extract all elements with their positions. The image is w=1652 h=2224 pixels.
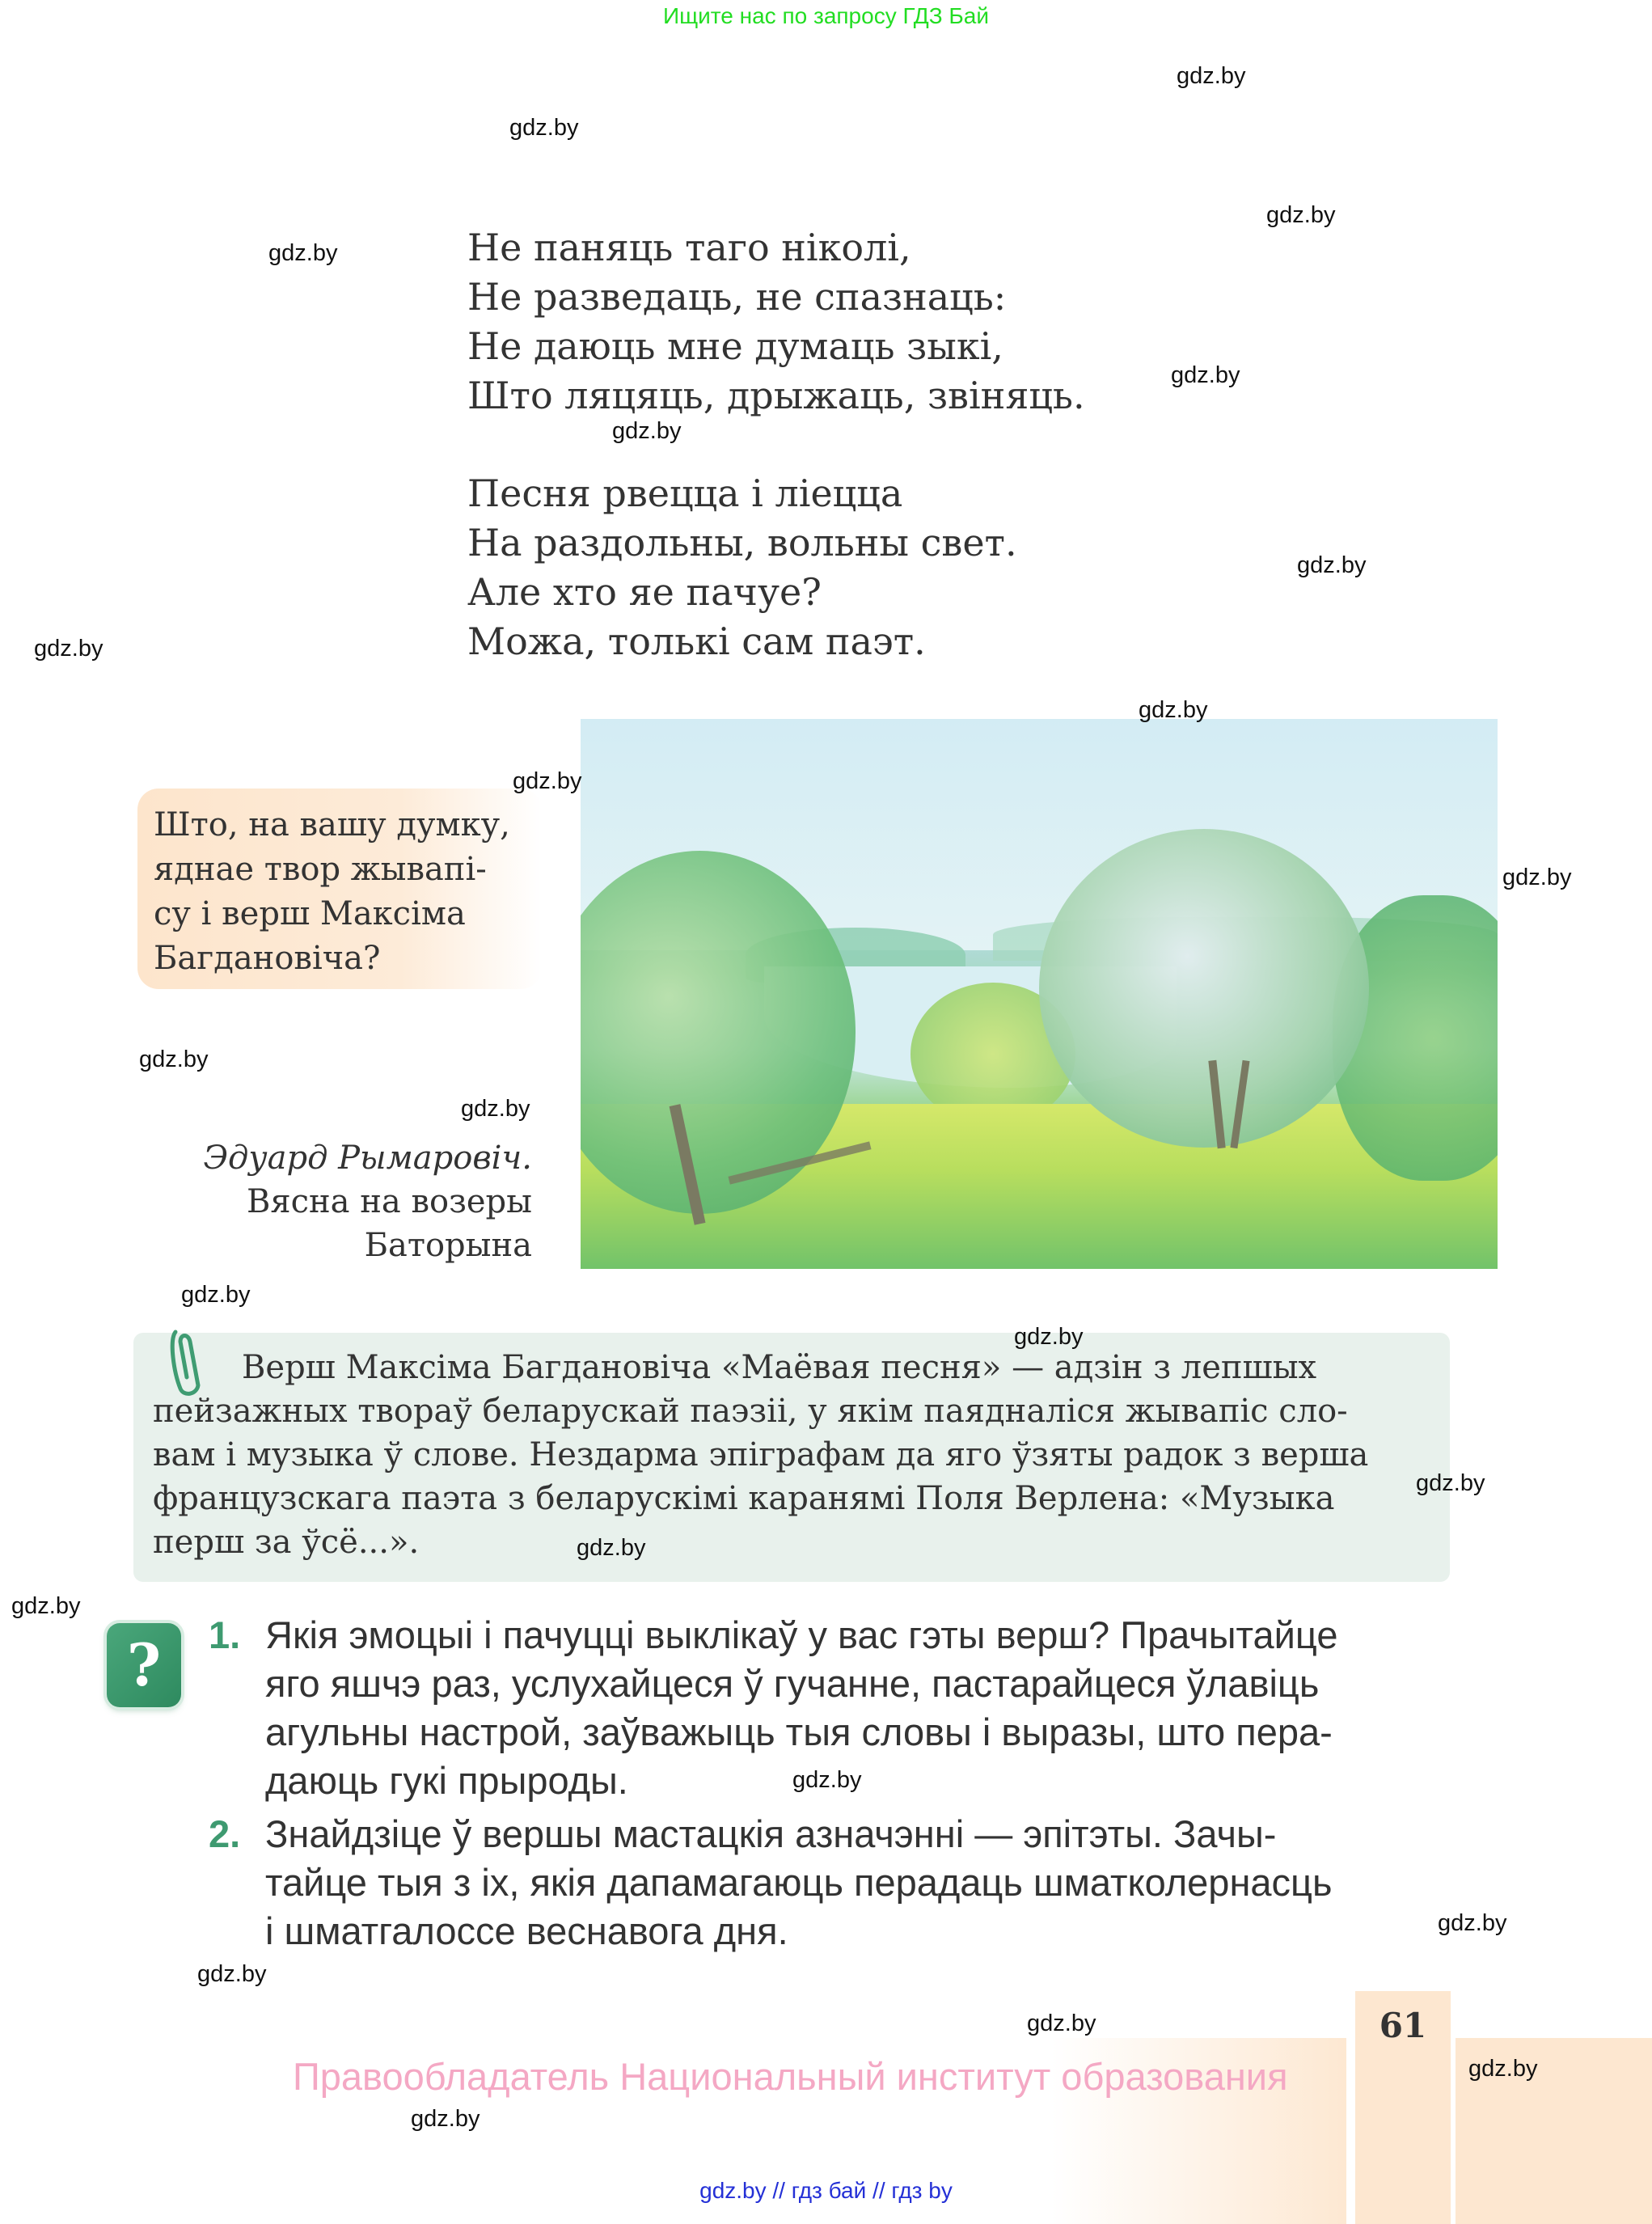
task-line: тайце тыя з іх, якія дапамагаюць перадаць шматколернасць [265,1861,1333,1904]
discussion-question-text [154,803,534,981]
top-search-banner: Ищите нас по запросу ГДЗ Бай [662,3,990,28]
watermark-text: gdz.by [411,2106,480,2132]
callout-line: су і верш Максіма [154,895,466,932]
watermark-text: gdz.by [792,1767,862,1793]
copyright-notice: Правообладатель Национальный институт образования [293,2055,1288,2098]
poem-line: Песня рвецца і ліецца [467,471,903,515]
task-item [209,1810,1446,1956]
watermark-text: gdz.by [11,1593,81,1619]
discussion-question-callout [137,789,542,989]
watermark-text: gdz.by [1139,697,1208,723]
watermark-text: gdz.by [268,240,338,266]
watermark-text: gdz.by [139,1046,209,1072]
task-line: даюць гукі прыроды. [265,1759,628,1802]
watermark-text: gdz.by [577,1535,646,1561]
watermark-text: gdz.by [1438,1910,1507,1936]
callout-line: Багдановіча? [154,940,381,977]
info-line: Верш Максіма Багдановіча «Маёвая песня» — адзін з лепшых [242,1349,1317,1386]
watermark-text: gdz.by [1014,1324,1084,1350]
watermark-text: gdz.by [1502,865,1572,890]
callout-line: яднае твор жывапі- [154,851,487,888]
watermark-text: gdz.by [509,115,579,141]
watermark-text: gdz.by [197,1961,267,1987]
landscape-painting [581,719,1498,1269]
watermark-text: gdz.by [513,768,582,794]
painting-title-line: Баторына [364,1227,532,1264]
watermark-text: gdz.by [1171,362,1240,388]
watermark-text: gdz.by [461,1096,530,1122]
poem-line: Не разведаць, не спазнаць: [467,275,1007,319]
poem-stanza-1 [467,223,1085,421]
task-line: Знайдзіце ў вершы мастацкія азначэнні — эпітэты. Зачы- [265,1812,1277,1855]
task-line: Якія эмоцыі і пачуцці выклікаў у вас гэты верш? Прачытайце [265,1613,1338,1656]
poem-line: Можа, толькі сам паэт. [467,619,926,663]
poem-line: Што ляцяць, дрыжаць, звіняць. [467,374,1085,417]
painting-blossom-tree [1039,829,1369,1148]
paperclip-icon [166,1324,208,1398]
poem-stanza-2 [467,469,1017,666]
info-line: пейзажных твораў беларускай паэзіі, у якім паядналіся жывапіс сло- [153,1393,1348,1430]
task-number: 1. [209,1613,241,1656]
watermark-text: gdz.by [612,418,682,444]
watermark-text: gdz.by [1266,202,1336,228]
poem-line: Не даюць мне думаць зыкі, [467,324,1003,368]
info-line: французскага паэта з беларускімі каранямі Поля Верлена: «Музыка [153,1480,1335,1517]
task-number: 2. [209,1812,241,1855]
info-line: вам і музыка ў слове. Нездарма эпіграфам да яго ўзяты радок з верша [153,1436,1369,1474]
watermark-text: gdz.by [34,636,104,662]
page-number: 61 [1379,2006,1427,2045]
watermark-text: gdz.by [1027,2010,1096,2036]
bottom-site-links[interactable]: gdz.by // гдз бай // гдз by [699,2178,953,2203]
watermark-text: gdz.by [1468,2056,1538,2082]
callout-line: Што, на вашу думку, [154,806,510,844]
info-note-box [133,1333,1450,1582]
poem-line: Не паняць таго ніколі, [467,226,911,269]
painting-author: Эдуард Рымаровіч. [203,1139,532,1177]
painting-title-line: Вясна на возеры [246,1183,532,1220]
poem-line: Але хто яе пачуе? [467,570,822,614]
watermark-text: gdz.by [1416,1470,1485,1496]
watermark-text: gdz.by [1177,63,1246,89]
poem-line: На раздольны, вольны свет. [467,521,1017,564]
task-line: і шматгалоссе веснавога дня. [265,1909,788,1952]
watermark-text: gdz.by [181,1282,251,1308]
info-note-text [133,1346,1427,1564]
question-mark-icon: ? [107,1623,181,1707]
info-line: перш за ўсё...». [153,1524,420,1561]
task-line: агульны настрой, заўважыць тыя словы і выразы, што пера- [265,1710,1333,1753]
task-line: яго яшчэ раз, услухайцеся ў гучанне, пастарайцеся ўлавіць [265,1662,1320,1705]
painting-caption [203,1136,532,1267]
watermark-text: gdz.by [1297,552,1367,578]
